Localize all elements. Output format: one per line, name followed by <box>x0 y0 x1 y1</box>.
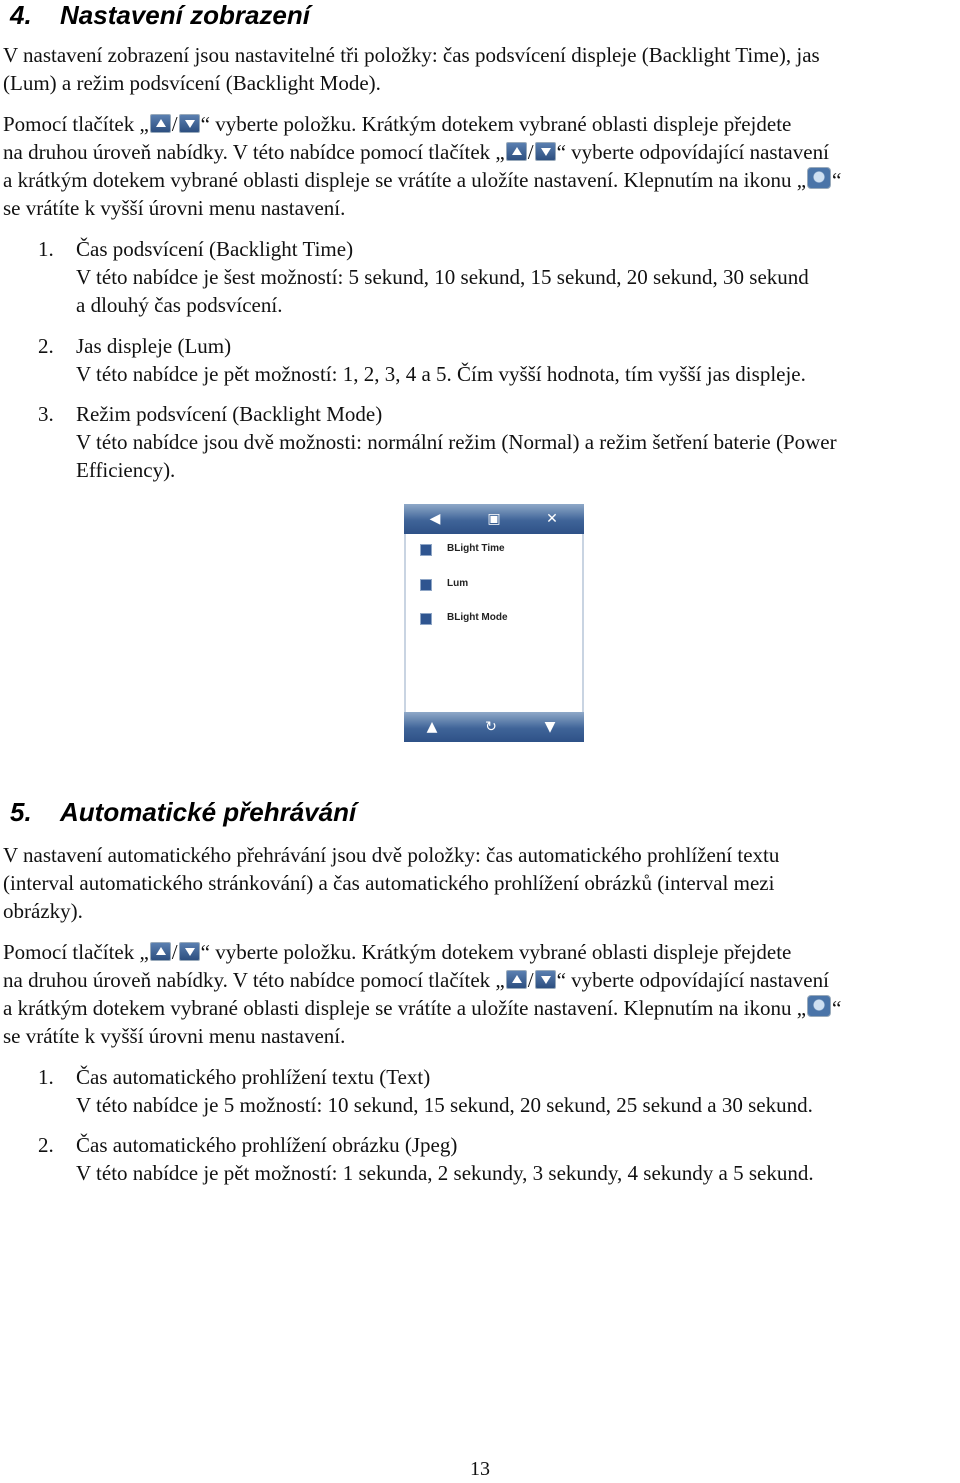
item-title: Jas displeje (Lum) <box>76 334 232 358</box>
item-title: Čas automatického prohlížení obrázku (Jpeg) <box>76 1133 458 1157</box>
menu-bullet-icon <box>420 544 432 556</box>
nav-line <box>3 994 953 1022</box>
text: na druhou úroveň nabídky. V této nabídce pomocí tlačítek „ <box>3 140 505 164</box>
section-4-heading <box>10 0 310 30</box>
nav-line: se vrátíte k vyšší úrovni menu nastavení. <box>3 1024 346 1048</box>
intro-line: V nastavení zobrazení jsou nastavitelné tři položky: čas podsvícení displeje (Backlight Time), jas <box>3 43 820 67</box>
menu-item-label: BLight Mode <box>447 612 508 623</box>
item-text: V této nabídce je pět možností: 1, 2, 3, 4 a 5. Čím vyšší hodnota, tím vyšší jas displeje. <box>76 362 806 386</box>
item-text: V této nabídce je šest možností: 5 sekund, 10 sekund, 15 sekund, 20 sekund, 30 sekund <box>76 265 809 289</box>
device-screen <box>404 504 584 742</box>
intro-line: V nastavení automatického přehrávání jsou dvě položky: čas automatického prohlížení textu <box>3 843 780 867</box>
screen-border <box>404 534 406 712</box>
item-text: V této nabídce jsou dvě možnosti: normální režim (Normal) a režim šetření baterie (Power <box>76 430 837 454</box>
nav-line: se vrátíte k vyšší úrovni menu nastavení. <box>3 196 346 220</box>
screen-top-bar <box>404 504 584 534</box>
close-icon[interactable]: ✕ <box>546 511 558 527</box>
text: “ <box>832 996 842 1020</box>
text: “ vyberte odpovídající nastavení <box>556 968 829 992</box>
menu-item-label: BLight Time <box>447 543 505 554</box>
down-arrow-icon <box>179 114 200 133</box>
item-text: V této nabídce je 5 možností: 10 sekund, 15 sekund, 20 sekund, 25 sekund a 30 sekund. <box>76 1093 813 1117</box>
up-arrow-icon <box>506 970 527 989</box>
item-number: 1. <box>38 237 54 261</box>
nav-line <box>3 966 953 994</box>
speaker-icon: ◀ <box>429 511 441 527</box>
text: “ <box>832 168 842 192</box>
up-arrow-icon <box>506 142 527 161</box>
text: “ vyberte odpovídající nastavení <box>556 140 829 164</box>
text: / <box>171 112 178 136</box>
section-number: 5. <box>10 797 32 827</box>
item-text: a dlouhý čas podsvícení. <box>76 293 283 317</box>
up-arrow-icon[interactable]: ▲ <box>426 719 438 735</box>
text: / <box>527 140 534 164</box>
nav-line <box>3 110 953 138</box>
back-icon <box>807 167 831 189</box>
nav-line <box>3 166 953 194</box>
text: na druhou úroveň nabídky. V této nabídce pomocí tlačítek „ <box>3 968 505 992</box>
down-arrow-icon <box>179 942 200 961</box>
page-number: 13 <box>470 1458 490 1480</box>
screen-border <box>582 534 584 712</box>
item-title: Čas podsvícení (Backlight Time) <box>76 237 354 261</box>
down-arrow-icon <box>535 970 556 989</box>
section-number: 4. <box>10 0 32 30</box>
text: a krátkým dotekem vybrané oblasti displeje se vrátíte a uložíte nastavení. Klepnutím na ikonu „ <box>3 168 807 192</box>
back-icon <box>807 995 831 1017</box>
intro-line: obrázky). <box>3 899 83 923</box>
item-number: 2. <box>38 334 54 358</box>
up-arrow-icon <box>150 942 171 961</box>
menu-bullet-icon <box>420 579 432 591</box>
text: a krátkým dotekem vybrané oblasti displeje se vrátíte a uložíte nastavení. Klepnutím na ikonu „ <box>3 996 807 1020</box>
text: / <box>527 968 534 992</box>
down-arrow-icon <box>535 142 556 161</box>
item-text: V této nabídce je pět možností: 1 sekunda, 2 sekundy, 3 sekundy, 4 sekundy a 5 sekund. <box>76 1161 814 1185</box>
section-title: Automatické přehrávání <box>60 797 357 827</box>
down-arrow-icon[interactable]: ▼ <box>544 719 556 735</box>
text: Pomocí tlačítek „ <box>3 940 149 964</box>
item-text: Efficiency). <box>76 458 176 482</box>
text: / <box>171 940 178 964</box>
back-icon[interactable]: ↻ <box>485 719 497 735</box>
item-title: Čas automatického prohlížení textu (Text) <box>76 1065 431 1089</box>
up-arrow-icon <box>150 114 171 133</box>
item-number: 3. <box>38 402 54 426</box>
text: Pomocí tlačítek „ <box>3 112 149 136</box>
intro-line: (Lum) a režim podsvícení (Backlight Mode). <box>3 71 381 95</box>
nav-line <box>3 938 953 966</box>
nav-line <box>3 138 953 166</box>
item-number: 1. <box>38 1065 54 1089</box>
item-title: Režim podsvícení (Backlight Mode) <box>76 402 383 426</box>
menu-bullet-icon <box>420 613 432 625</box>
menu-item-label: Lum <box>447 578 469 589</box>
settings-icon[interactable]: ▣ <box>487 511 501 527</box>
intro-line: (interval automatického stránkování) a čas automatického prohlížení obrázků (interval mezi <box>3 871 775 895</box>
text: “ vyberte položku. Krátkým dotekem vybrané oblasti displeje přejdete <box>200 112 792 136</box>
section-title: Nastavení zobrazení <box>60 0 310 30</box>
text: “ vyberte položku. Krátkým dotekem vybrané oblasti displeje přejdete <box>200 940 792 964</box>
item-number: 2. <box>38 1133 54 1157</box>
screen-bottom-bar <box>404 712 584 742</box>
section-5-heading <box>10 797 356 827</box>
